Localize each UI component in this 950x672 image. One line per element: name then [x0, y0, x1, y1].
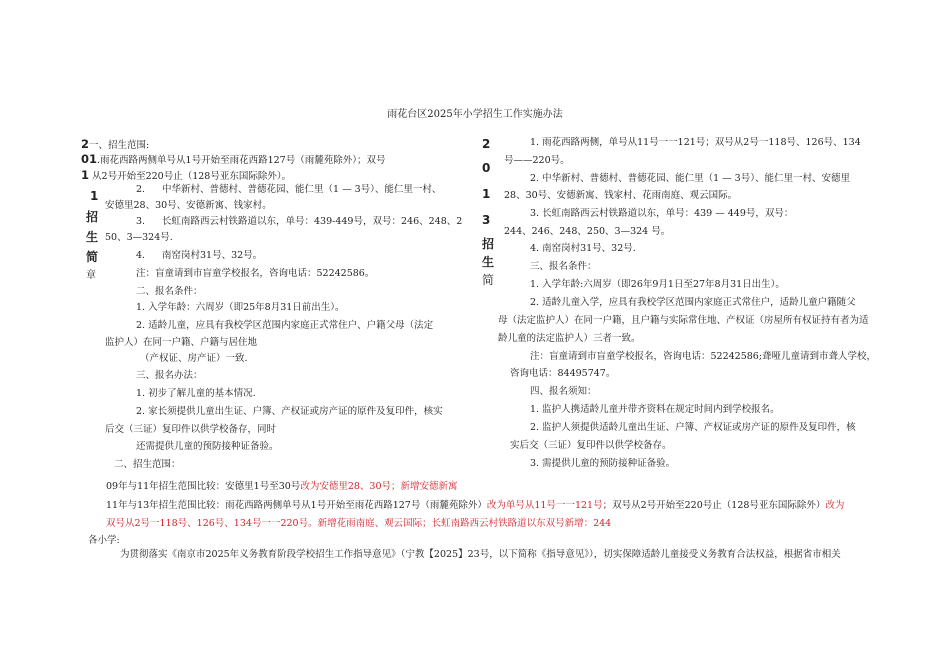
right-range-item-3: 3. 长虹南路西云村铁路道以东，单号：439 — 449号，双号： [530, 208, 794, 219]
left-range-item-2-num: 2. [136, 184, 146, 195]
left-condition-2-cont2: （产权证、房产证）一致. [140, 353, 248, 364]
left-vertical-label-2: 招 [86, 210, 99, 224]
left-vertical-label-3: 生 [86, 230, 99, 244]
compare-09-11-text: 09年与11年招生范围比较：安德里1号至30号 [106, 481, 301, 492]
left-range-item-2-cont: 安德里28、30号、安德新寓、钱家村。 [105, 200, 272, 211]
salutation: 各小学: [88, 535, 120, 546]
compare-11-13-text: 11年与13年招生范围比较：雨花西路两侧单号从1号开始至雨花西路127号（雨麓苑除外） [106, 500, 487, 511]
left-section-heading-range-2: 二、招生范围： [114, 459, 181, 470]
left-condition-2: 2. 适龄儿童，应具有我校学区范围内家庭正式常住户、户籍父母（法定 [136, 320, 434, 331]
right-notice-3: 3. 需提供儿童的预防接种证备验。 [530, 458, 676, 469]
left-method-2: 2. 家长须提供儿童出生证、户簿、产权证或房产证的原件及复印件，核实 [136, 406, 443, 417]
left-condition-1: 1. 入学年龄：六周岁（即25年8月31日前出生）。 [136, 302, 345, 313]
left-range-item-2: 中华新村、普德村、普德花园、能仁里（1 — 3号）、能仁里一村、 [162, 184, 442, 195]
right-notice-2: 2. 监护人须提供适龄儿童出生证、户簿、产权证或房产证的原件及复印件，核 [530, 422, 856, 433]
right-range-item-1-cont: 号——220号。 [504, 155, 570, 166]
right-range-item-2-cont: 28、30号、安德新寓、钱家村、花雨南庭、观云国际。 [504, 190, 738, 201]
left-range-item-3: 长虹南路西云村铁路道以东，单号：439-449号，双号：246、248、2 [162, 216, 463, 227]
compare-09-11-change: 改为安德里28、30号；新增安德新寓 [300, 481, 458, 492]
right-section-heading-conditions: 三、报名条件： [530, 261, 597, 272]
left-section-heading-range [81, 137, 149, 153]
compare-09-11 [106, 481, 458, 494]
right-vertical-char-7: 简 [482, 273, 495, 287]
compare-11-13-change-label: 改为 [825, 500, 845, 511]
left-range-item-1-cont: 1 从2号开始至220号止（128号亚东国际除外）。 [81, 168, 292, 182]
left-method-1: 1. 初步了解儿童的基本情况. [136, 388, 256, 399]
left-range-item-1: 01.雨花西路两侧单号从1号开始至雨花西路127号（雨麓苑除外）；双号 [81, 152, 386, 166]
left-section-heading-method: 三、报名办法： [136, 370, 203, 381]
right-vertical-char-5: 招 [482, 237, 495, 251]
right-note-schools: 注：盲童请到市盲童学校报名，咨询电话：52242586;聋哑儿童请到市聋人学校， [530, 351, 877, 362]
left-range-item-3-num: 3. [136, 216, 146, 227]
document-title: 雨花台区2025年小学招生工作实施办法 [387, 109, 563, 120]
intro-paragraph: 为贯彻落实《南京市2025年义务教育阶段学校招生工作指导意见》（宁教【2025】23号，以下简称《指导意见》），切实保障适龄儿童接受义务教育合法权益，根据省市相关 [120, 549, 841, 560]
right-condition-1: 1. 入学年龄:六周岁（即26年9月1日至27年8月31日出生）。 [530, 279, 785, 290]
right-vertical-char-1: 2 [482, 137, 491, 151]
left-range-item-4: 南窑岗村31号、32号。 [162, 250, 263, 261]
left-heading-text: 一、招生范围: [89, 140, 150, 151]
right-vertical-char-6: 生 [482, 255, 495, 269]
left-vertical-label-1: 1 [90, 189, 99, 203]
compare-11-13-text-even: ；双号从2号开始至220号止（128号亚东国际除外） [602, 500, 826, 511]
right-condition-2-cont2: 龄儿童的法定监护人）三者一致。 [498, 333, 641, 344]
left-condition-2-cont: 监护人）在同一户籍、户籍与居住地 [105, 337, 258, 348]
right-note-schools-cont: 咨询电话：84495747。 [510, 368, 616, 379]
right-range-item-1: 1. 雨花西路两侧，单号从11号一一121号；双号从2号一118号、126号、134 [530, 137, 861, 148]
left-vertical-label-4: 简 [86, 250, 99, 264]
right-vertical-char-2: 0 [482, 161, 491, 175]
right-range-item-3-cont: 244、246、248、250、3—324 号。 [504, 226, 671, 237]
right-section-heading-notice: 四、报名须知： [530, 386, 597, 397]
right-vertical-char-4: 3 [482, 213, 491, 227]
right-range-item-4: 4. 南窑岗村31号、32号. [530, 243, 636, 254]
compare-11-13-change-odd: 改为单号从11号一一121号 [486, 500, 603, 511]
left-vertical-label-5: 章 [86, 270, 96, 281]
right-range-item-2: 2. 中华新村、普德村、普德花园、能仁里（1 — 3号）、能仁里一村、安德里 [530, 173, 850, 184]
left-section-heading-conditions: 二、报名条件： [136, 286, 203, 297]
right-condition-2: 2. 适龄儿童入学，应具有我校学区范围内家庭正式常住户，适龄儿童户籍随父 [530, 297, 856, 308]
left-range-item-3-cont: 50、3—324号. [105, 232, 173, 243]
left-note-blind-school: 注：盲童请到市盲童学校报名，咨询电话：52242586。 [136, 268, 375, 279]
left-method-2-cont2: 还需提供儿童的预防接种证备验。 [136, 441, 279, 452]
compare-11-13-change-even: 双号从2号一118号、126号、134号一一220号。新增花雨南庭、观云国际；长虹南路西云村铁路道以东双号新增：244 [106, 518, 612, 529]
left-heading-digit: 2 [81, 137, 90, 151]
right-condition-2-cont: 母（法定监护人）在同一户籍，且户籍与实际常住地、产权证（房屋所有权证持有者为适 [498, 315, 869, 326]
compare-11-13 [106, 500, 844, 513]
right-notice-1: 1. 监护人携适龄儿童并带齐资料在规定时间内到学校报名。 [530, 404, 780, 415]
right-vertical-char-3: 1 [482, 187, 491, 201]
left-method-2-cont: 后交（三证）复印件以供学校备存，同时 [105, 424, 277, 435]
left-range-item-4-num: 4. [136, 250, 146, 261]
right-notice-2-cont: 实后交（三证）复印件以供学校备存。 [510, 440, 672, 451]
